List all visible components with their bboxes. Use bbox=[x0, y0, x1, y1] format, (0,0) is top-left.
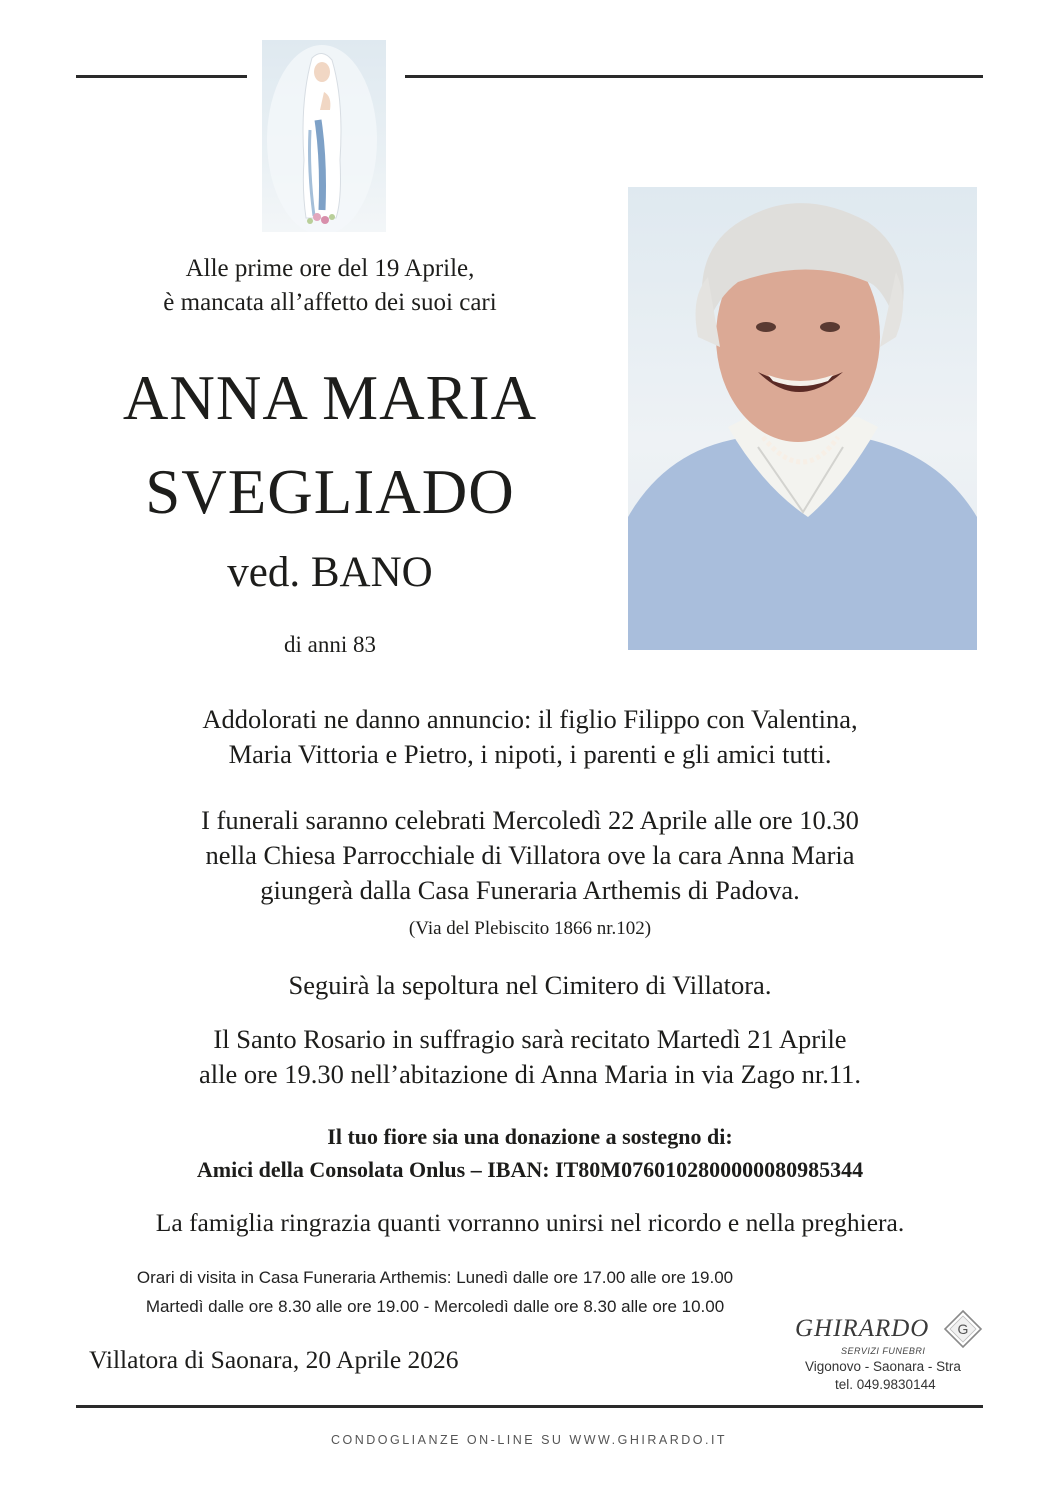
brand-logo-letter: G bbox=[957, 1321, 969, 1337]
funeral-line-1: I funerali saranno celebrati Mercoledì 22 Aprile alle ore 10.30 bbox=[201, 805, 859, 835]
mourners-paragraph bbox=[60, 702, 1000, 772]
brand-phone: tel. 049.9830144 bbox=[835, 1377, 936, 1392]
rosary-line-2: alle ore 19.30 nell’abitazione di Anna Maria in via Zago nr.11. bbox=[198, 1059, 862, 1089]
intro-line-1: Alle prime ore del 19 Aprile, bbox=[185, 255, 475, 282]
donation-line-2: Amici della Consolata Onlus – IBAN: IT80M0760102800000080985344 bbox=[196, 1157, 864, 1182]
donation-notice bbox=[60, 1120, 1000, 1186]
funeral-home-brand bbox=[795, 1305, 995, 1400]
holy-card-image bbox=[262, 40, 386, 232]
burial-line: Seguirà la sepoltura nel Cimitero di Villatora. bbox=[288, 970, 772, 1000]
funeral-paragraph bbox=[60, 803, 1000, 908]
rosary-line-1: Il Santo Rosario in suffragio sarà recitato Martedì 21 Aprile bbox=[213, 1024, 847, 1054]
footer-condolences-link[interactable]: CONDOGLIANZE ON-LINE SU WWW.GHIRARDO.IT bbox=[330, 1433, 728, 1447]
visits-line-1: Orari di visita in Casa Funeraria Arthemis: Lunedì dalle ore 17.00 alle ore 19.00 bbox=[136, 1268, 734, 1287]
donation-line-1: Il tuo fiore sia una donazione a sostegno di: bbox=[327, 1124, 733, 1149]
thanks-line: La famiglia ringrazia quanti vorranno unirsi nel ricordo e nella preghiera. bbox=[155, 1208, 905, 1237]
bottom-rule bbox=[76, 1405, 983, 1408]
funeral-line-2: nella Chiesa Parrocchiale di Villatora ove la cara Anna Maria bbox=[205, 840, 855, 870]
intro-text bbox=[80, 252, 580, 320]
visits-line-2: Martedì dalle ore 8.30 alle ore 19.00 - Mercoledì dalle ore 8.30 alle ore 10.00 bbox=[145, 1297, 725, 1316]
funeral-home-address: (Via del Plebiscito 1866 nr.102) bbox=[408, 918, 652, 939]
rosary-paragraph bbox=[60, 1022, 1000, 1092]
age-line: di anni 83 bbox=[284, 632, 376, 657]
deceased-name-line-2: SVEGLIADO bbox=[145, 457, 515, 527]
place-and-date: Villatora di Saonara, 20 Aprile 2026 bbox=[89, 1345, 459, 1374]
portrait-image bbox=[628, 187, 977, 650]
brand-logo-icon bbox=[943, 1309, 983, 1349]
brand-subtitle: SERVIZI FUNEBRI bbox=[841, 1346, 926, 1356]
deceased-name-line-1: ANNA MARIA bbox=[122, 363, 538, 433]
mourners-line-1: Addolorati ne danno annuncio: il figlio Filippo con Valentina, bbox=[202, 704, 858, 734]
top-rule-left bbox=[76, 75, 247, 78]
brand-towns: Vigonovo - Saonara - Stra bbox=[805, 1359, 961, 1374]
intro-line-2: è mancata all’affetto dei suoi cari bbox=[163, 289, 497, 316]
widow-line: ved. BANO bbox=[227, 549, 433, 596]
mourners-line-2: Maria Vittoria e Pietro, i nipoti, i parenti e gli amici tutti. bbox=[228, 739, 832, 769]
funeral-line-3: giungerà dalla Casa Funeraria Arthemis di Padova. bbox=[260, 875, 800, 905]
brand-name: GHIRARDO bbox=[795, 1315, 930, 1342]
portrait-photo bbox=[628, 187, 977, 650]
visiting-hours bbox=[95, 1263, 775, 1321]
top-rule-right bbox=[405, 75, 983, 78]
madonna-icon bbox=[262, 40, 386, 232]
